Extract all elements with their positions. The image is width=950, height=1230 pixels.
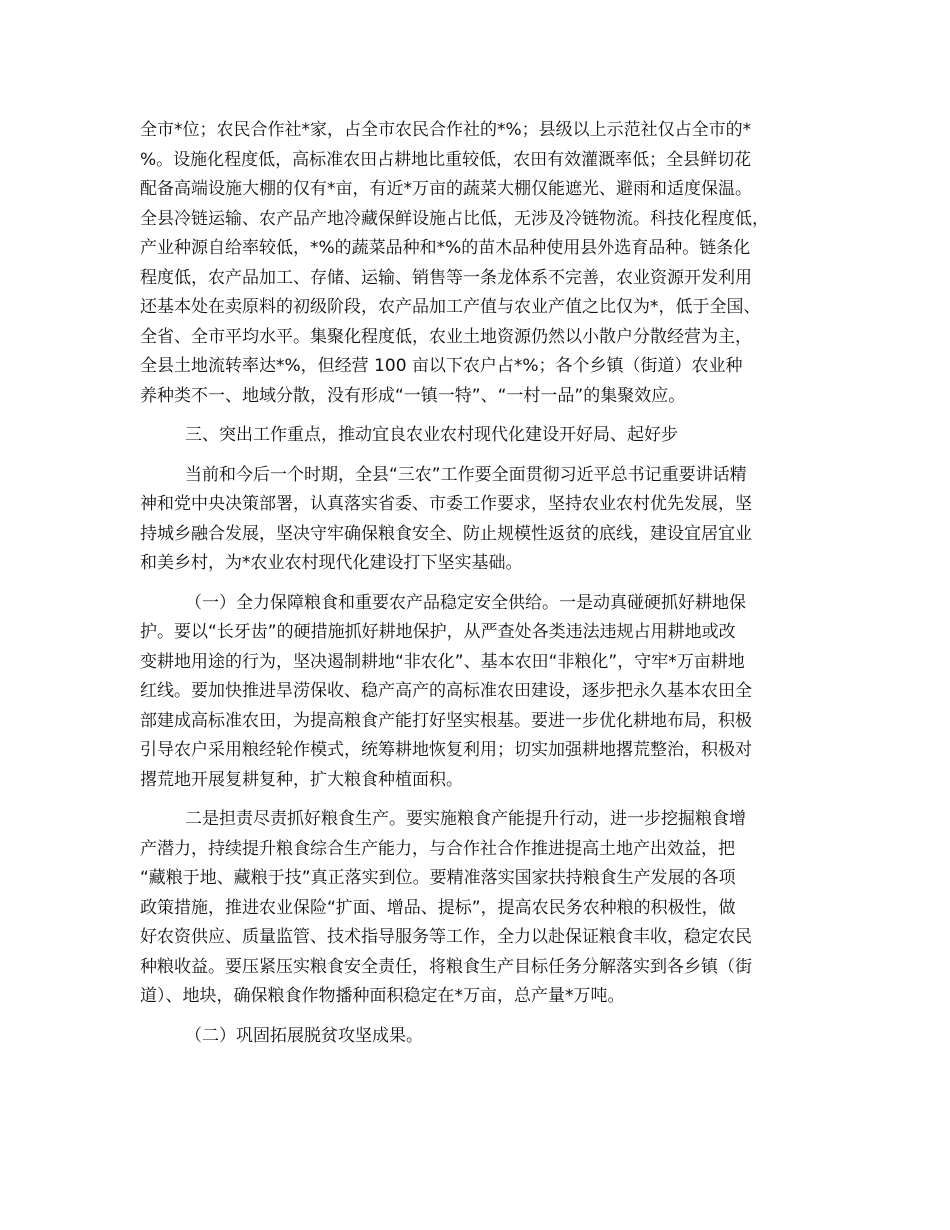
paragraph-line: 程度低，农产品加工、存储、运输、销售等一条龙体系不完善，农业资源开发利用 bbox=[140, 267, 752, 288]
paragraph-3 bbox=[140, 589, 820, 796]
paragraph-line: 持城乡融合发展，坚决守牢确保粮食安全、防止规模性返贫的底线，建设宜居宜业 bbox=[140, 523, 752, 544]
paragraph-line: 全省、全市平均水平。集聚化程度低，农业土地资源仍然以小散户分散经营为主， bbox=[140, 326, 752, 347]
paragraph-line: “藏粮于地、藏粮于技”真正落实到位。要精准落实国家扶持粮食生产发展的各项 bbox=[140, 868, 736, 888]
paragraph-line: 引导农户采用粮经轮作模式，统筹耕地恢复利用；切实加强耕地撂荒整治，积极对 bbox=[140, 740, 752, 760]
section-heading-3: 三、突出工作重点，推动宜良农业农村现代化建设开好局、起好步 bbox=[185, 425, 678, 445]
paragraph-line: 产业种源自给率较低，*%的蔬菜品种和*%的苗木品种使用县外选育品种。链条化 bbox=[140, 238, 751, 258]
paragraph-line: 部建成高标准农田，为提高粮食产能打好坚实根基。要进一步优化耕地布局，积极 bbox=[140, 710, 752, 731]
paragraph-line: 二是担责尽责抓好粮食生产。要实施粮食产能提升行动，进一步挖掘粮食增 bbox=[185, 809, 746, 829]
paragraph-line: 产潜力，持续提升粮食综合生产能力，与合作社合作推进提高土地产出效益，把 bbox=[140, 838, 735, 859]
document-body bbox=[140, 116, 820, 1051]
paragraph-line: （一）全力保障粮食和重要农产品稳定安全供给。一是动真碰硬抓好耕地保 bbox=[185, 592, 746, 613]
paragraph-line: 道）、地块，确保粮食作物播种面积稳定在*万亩，总产量*万吨。 bbox=[140, 986, 625, 1006]
paragraph-2 bbox=[140, 461, 820, 579]
paragraph-line: 当前和今后一个时期，全县“三农”工作要全面贯彻习近平总书记重要讲话精 bbox=[185, 464, 747, 485]
paragraph-line: 撂荒地开展复耕复种，扩大粮食种植面积。 bbox=[140, 769, 463, 790]
paragraph-1 bbox=[140, 116, 820, 411]
paragraph-line: 变耕地用途的行为，坚决遏制耕地“非农化”、基本农田“非粮化”，守牢*万亩耕地 bbox=[140, 651, 745, 672]
paragraph-line: 好农资供应、质量监管、技术指导服务等工作，全力以赴保证粮食丰收，稳定农民 bbox=[140, 927, 752, 947]
paragraph-line: 养种类不一、地域分散，没有形成“一镇一特”、“一村一品”的集聚效应。 bbox=[140, 385, 686, 406]
paragraph-line: 神和党中央决策部署，认真落实省委、市委工作要求，坚持农业农村优先发展，坚 bbox=[140, 494, 752, 514]
paragraph-line: %。设施化程度低，高标准农田占耕地比重较低，农田有效灌溉率低；全县鲜切花 bbox=[140, 149, 752, 170]
paragraph-line: 政策措施，推进农业保险“扩面、增品、提标”，提高农民务农种粮的积极性，做 bbox=[140, 897, 736, 918]
section-subheading: （二）巩固拓展脱贫攻坚成果。 bbox=[185, 1025, 423, 1046]
paragraph-line: 红线。要加快推进旱涝保收、稳产高产的高标准农田建设，逐步把永久基本农田全 bbox=[140, 681, 752, 701]
paragraph-line: 种粮收益。要压紧压实粮食安全责任，将粮食生产目标任务分解落实到各乡镇（街 bbox=[140, 956, 752, 977]
paragraph-4 bbox=[140, 805, 820, 1012]
paragraph-line: 全县土地流转率达*%，但经营 100 亩以下农户占*%；各个乡镇（街道）农业种 bbox=[140, 356, 743, 376]
paragraph-line: 护。要以“长牙齿”的硬措施抓好耕地保护，从严查处各类违法违规占用耕地或改 bbox=[140, 622, 736, 642]
paragraph-line: 和美乡村，为*农业农村现代化建设打下坚实基础。 bbox=[140, 553, 523, 573]
paragraph-line: 全县冷链运输、农产品产地冷藏保鲜设施占比低，无涉及冷链物流。科技化程度低， bbox=[140, 208, 769, 229]
paragraph-line: 配备高端设施大棚的仅有*亩，有近*万亩的蔬菜大棚仅能遮光、避雨和适度保温。 bbox=[140, 179, 752, 199]
paragraph-line: 还基本处在卖原料的初级阶段，农产品加工产值与农业产值之比仅为*，低于全国、 bbox=[140, 297, 761, 317]
paragraph-line: 全市*位；农民合作社*家，占全市农民合作社的*%；县级以上示范社仅占全市的* bbox=[140, 120, 752, 140]
